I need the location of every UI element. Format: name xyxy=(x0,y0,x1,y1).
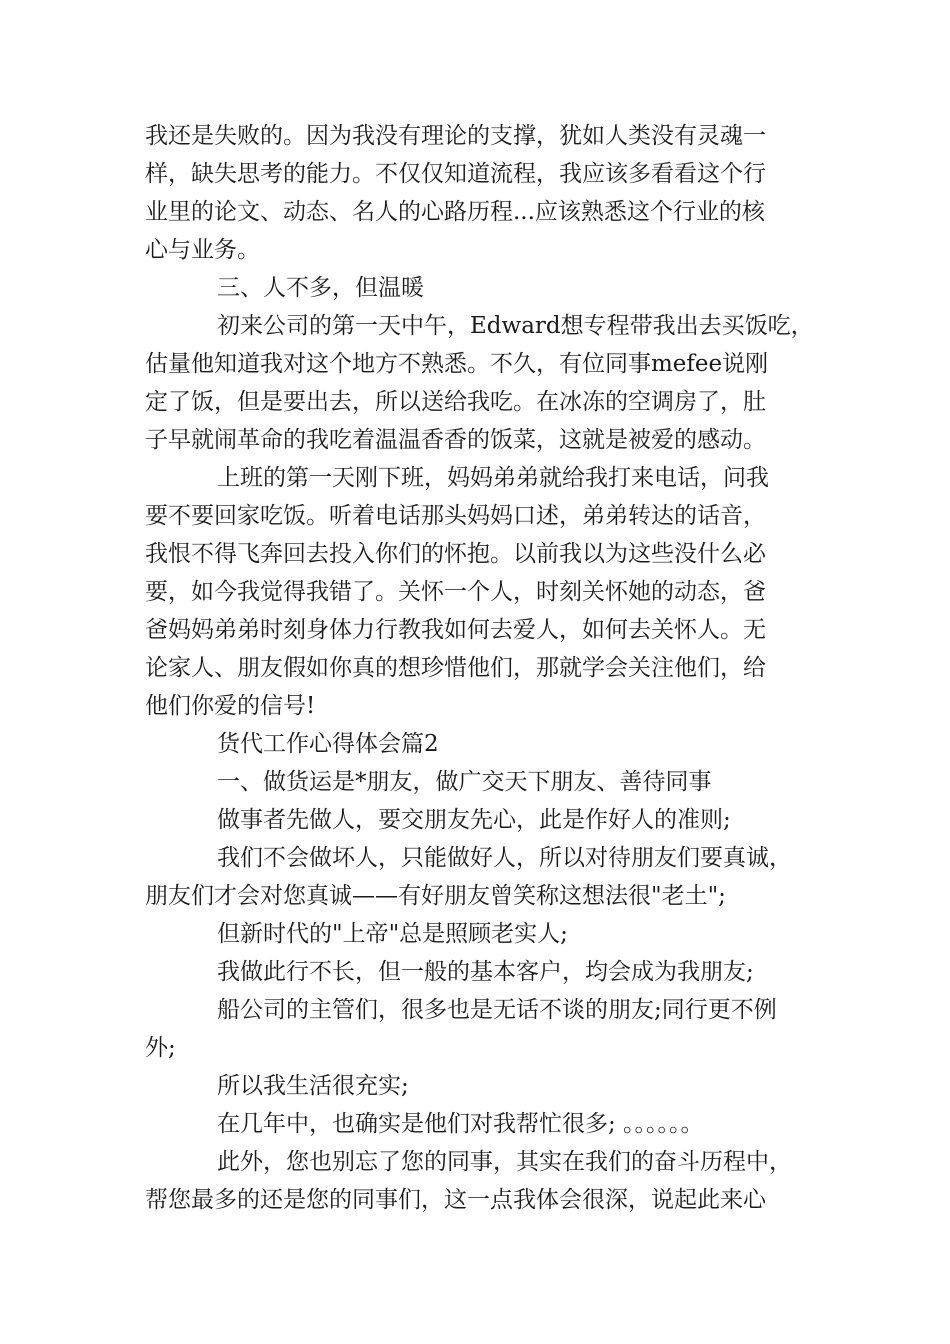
text-line: 子早就闹革命的我吃着温温香香的饭菜，这就是被爱的感动。 xyxy=(145,427,766,453)
text-line: 心与业务。 xyxy=(145,237,260,263)
text-line: 初来公司的第一天中午，Edward想专程带我出去买饭吃， xyxy=(217,313,814,339)
text-line: 但新时代的"上帝"总是照顾老实人; xyxy=(217,921,568,947)
section-heading: 三、人不多，但温暖 xyxy=(217,275,424,301)
text-line: 我恨不得飞奔回去投入你们的怀抱。以前我以为这些没什么必 xyxy=(145,541,766,567)
text-line: 论家人、朋友假如你真的想珍惜他们，那就学会关注他们，给 xyxy=(145,655,766,681)
text-line: 船公司的主管们，很多也是无话不谈的朋友;同行更不例 xyxy=(217,997,777,1023)
text-line: 上班的第一天刚下班，妈妈弟弟就给我打来电话，问我 xyxy=(217,465,769,491)
text-line: 朋友们才会对您真诚——有好朋友曾笑称这想法很"老土"; xyxy=(145,883,726,909)
text-line: 帮您最多的还是您的同事们，这一点我体会很深，说起此来心 xyxy=(145,1187,766,1213)
text-line: 我还是失败的。因为我没有理论的支撑，犹如人类没有灵魂一 xyxy=(145,123,766,149)
text-line: 我做此行不长，但一般的基本客户，均会成为我朋友; xyxy=(217,959,754,985)
text-line: 他们你爱的信号! xyxy=(145,693,316,719)
text-line: 样，缺失思考的能力。不仅仅知道流程，我应该多看看这个行 xyxy=(145,161,766,187)
text-line: 所以我生活很充实; xyxy=(217,1073,409,1099)
text-line: 业里的论文、动态、名人的心路历程...应该熟悉这个行业的核 xyxy=(145,199,765,225)
text-line: 定了饭，但是要出去，所以送给我吃。在冰冻的空调房了，肚 xyxy=(145,389,766,415)
text-line: 估量他知道我对这个地方不熟悉。不久，有位同事mefee说刚 xyxy=(145,351,769,377)
section-heading: 一、做货运是*朋友，做广交天下朋友、善待同事 xyxy=(217,769,712,795)
text-line: 此外，您也别忘了您的同事，其实在我们的奋斗历程中， xyxy=(217,1149,792,1175)
text-line: 要不要回家吃饭。听着电话那头妈妈口述，弟弟转达的话音， xyxy=(145,503,766,529)
article-title: 货代工作心得体会篇2 xyxy=(217,731,439,757)
text-line: 外; xyxy=(145,1035,176,1061)
text-line: 要，如今我觉得我错了。关怀一个人，时刻关怀她的动态，爸 xyxy=(145,579,766,605)
text-line: 在几年中，也确实是他们对我帮忙很多; 。。。。。。 xyxy=(217,1111,704,1137)
text-line: 爸妈妈弟弟时刻身体力行教我如何去爱人，如何去关怀人。无 xyxy=(145,617,766,643)
text-line: 做事者先做人，要交朋友先心，此是作好人的准则; xyxy=(217,807,731,833)
text-line: 我们不会做坏人，只能做好人，所以对待朋友们要真诚， xyxy=(217,845,792,871)
